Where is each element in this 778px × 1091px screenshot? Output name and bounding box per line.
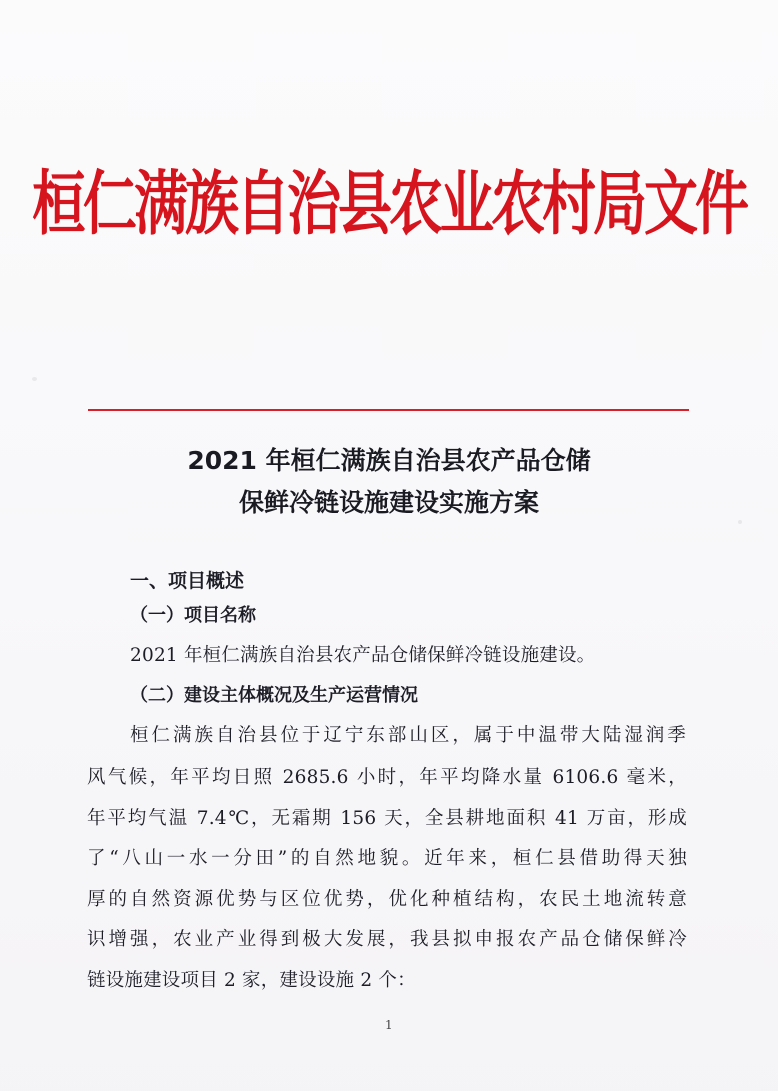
red-divider-line: [88, 409, 689, 411]
paragraph-line-3: 年平均气温 7.4℃，无霜期 156 天，全县耕地面积 41 万亩，形成: [87, 808, 687, 829]
document-title-line-2: 保鲜冷链设施建设实施方案: [238, 488, 539, 517]
project-name-text: 2021 年桓仁满族自治县农产品仓储保鲜冷链设施建设。: [130, 645, 596, 666]
scan-speck: [738, 520, 742, 524]
scan-speck: [32, 377, 37, 381]
paragraph-line-1: 桓仁满族自治县位于辽宁东部山区，属于中温带大陆湿润季: [130, 725, 686, 746]
document-title-line-1: 2021 年桓仁满族自治县农产品仓储: [187, 446, 591, 475]
paragraph-line-6: 识增强，农业产业得到极大发展，我县拟申报农产品仓储保鲜冷: [87, 929, 687, 950]
letterhead-title: 桓仁满族自治县农业农村局文件: [32, 163, 746, 245]
section-heading-overview: 一、项目概述: [130, 570, 245, 592]
page-number: 1: [385, 1018, 393, 1032]
paragraph-line-5: 厚的自然资源优势与区位优势，优化种植结构，农民土地流转意: [87, 889, 687, 910]
subsection-heading-operations: （二）建设主体概况及生产运营情况: [130, 685, 418, 706]
paragraph-line-7: 链设施建设项目 2 家，建设设施 2 个：: [87, 970, 416, 991]
paragraph-line-2: 风气候，年平均日照 2685.6 小时，年平均降水量 6106.6 毫米，: [87, 767, 687, 788]
paragraph-line-4: 了“八山一水一分田”的自然地貌。近年来，桓仁县借助得天独: [87, 848, 687, 869]
subsection-heading-project-name: （一）项目名称: [130, 605, 256, 626]
